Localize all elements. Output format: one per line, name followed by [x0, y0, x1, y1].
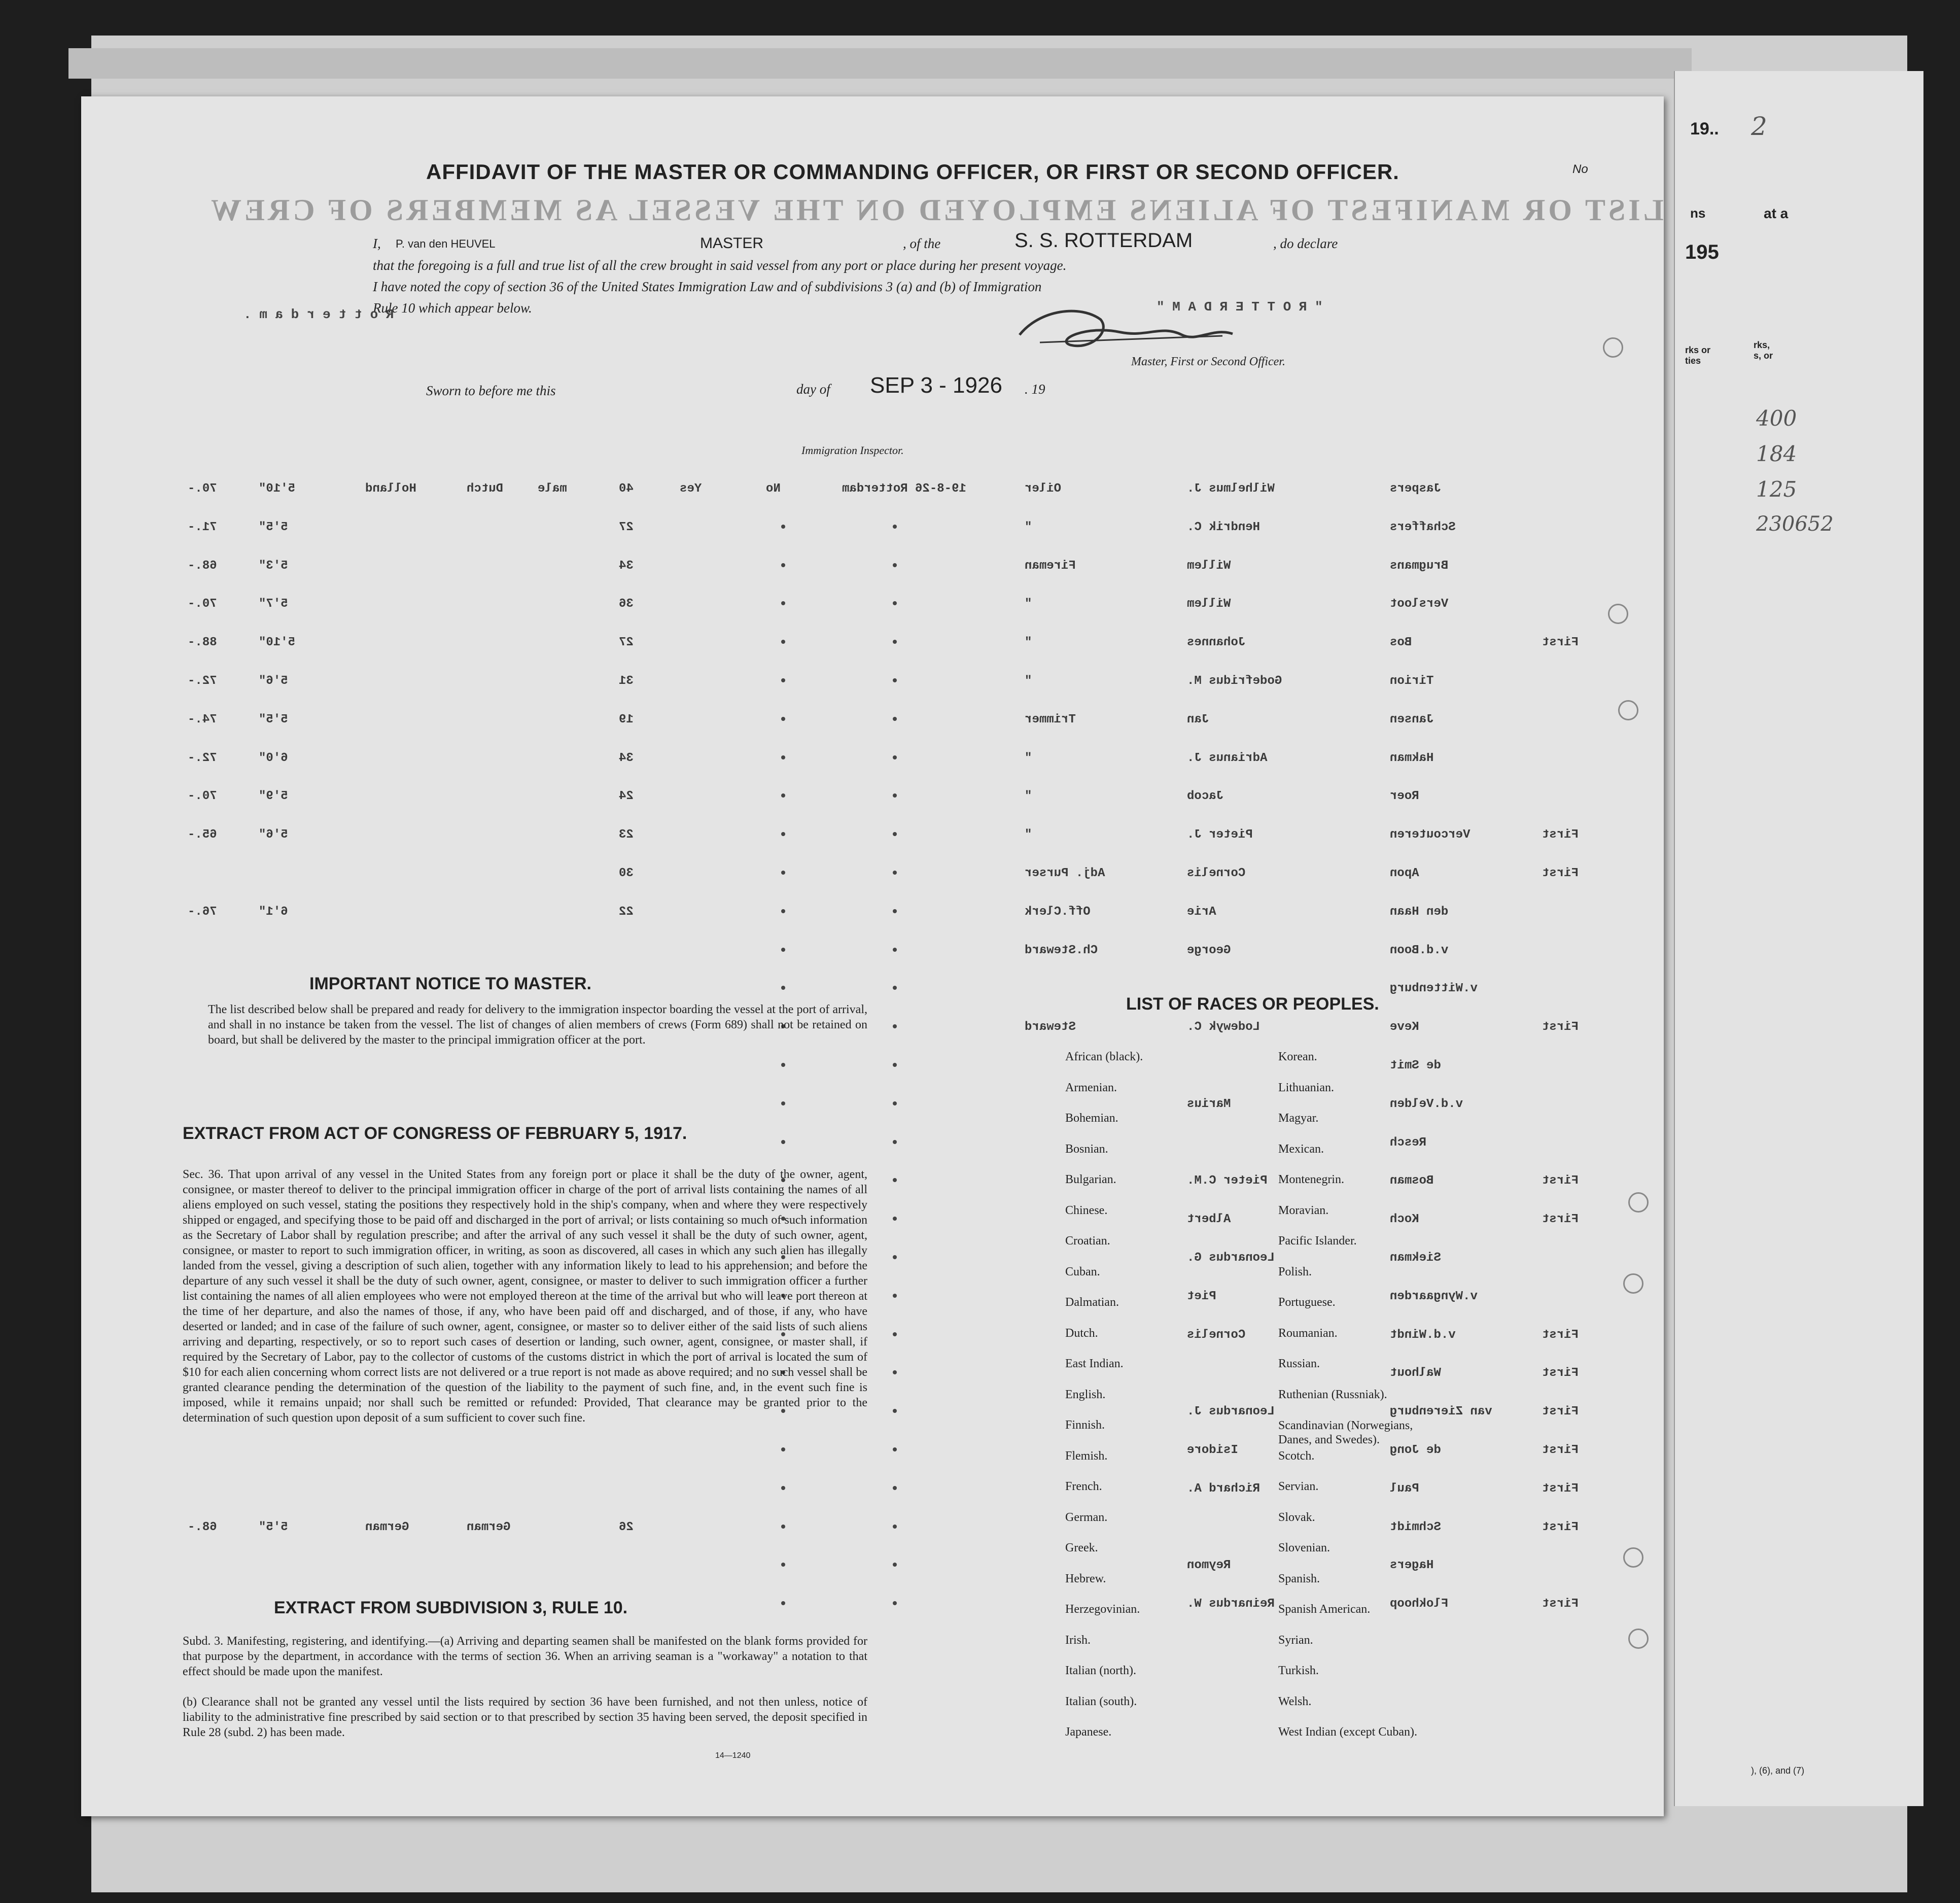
crew-name: de Jong — [1390, 1443, 1441, 1457]
race-item: Spanish. — [1278, 1572, 1320, 1585]
crew-given: Leonardus G. — [1187, 1251, 1275, 1265]
race-item: Syrian. — [1278, 1633, 1313, 1647]
punch-hole — [1628, 1192, 1649, 1213]
crew-age: 27 — [619, 636, 634, 650]
crew-given: Adrianus J. — [1187, 751, 1268, 765]
crew-given: Lodewyk C. — [1187, 1020, 1261, 1034]
hand-figure-1: 400 — [1756, 406, 1797, 431]
crew-name: Bos — [1390, 636, 1412, 650]
crew-weight: 71.- — [188, 520, 217, 534]
form-number: 14—1240 — [715, 1751, 751, 1760]
race-item: Chinese. — [1065, 1203, 1108, 1217]
crew-name: Siekman — [1390, 1251, 1441, 1265]
ditto-dot — [781, 525, 785, 529]
crew-given: Jan — [1187, 712, 1209, 726]
race-item: Hebrew. — [1065, 1572, 1106, 1585]
crew-given: Cornelis — [1187, 1328, 1246, 1342]
punch-hole — [1608, 604, 1628, 624]
crew-position: " — [1025, 674, 1032, 688]
ditto-dot — [781, 1601, 785, 1605]
ditto-dot — [893, 1409, 897, 1413]
race-item: Mexican. — [1278, 1142, 1324, 1156]
ditto-dot — [893, 1024, 897, 1028]
crew-name: v.d.Velden — [1390, 1097, 1463, 1111]
crew-name: Vercouteren — [1390, 828, 1471, 842]
race-item: Magyar. — [1278, 1112, 1319, 1125]
ditto-dot — [781, 678, 785, 682]
crew-age: 27 — [619, 520, 634, 534]
punch-hole — [1603, 337, 1623, 358]
crew-given: Jacob — [1187, 789, 1224, 804]
race-item: Greek. — [1065, 1541, 1098, 1554]
crew-name: v.Wyngaarden — [1390, 1289, 1478, 1303]
race-item: Russian. — [1278, 1357, 1320, 1370]
year-suffix: . 19 — [1025, 382, 1045, 397]
ditto-dot — [781, 601, 785, 605]
ditto-dot — [893, 1525, 897, 1529]
ditto-dot — [893, 640, 897, 644]
race-item: Portuguese. — [1278, 1296, 1336, 1309]
crew-name: de Smit — [1390, 1059, 1441, 1072]
right-year: 19.. — [1690, 119, 1719, 139]
ditto-dot — [781, 909, 785, 913]
date-stamp: SEP 3 - 1926 — [870, 373, 1002, 398]
notice-text: The list described below shall be prepared and ready for delivery to the immigration inspector boarding the vessel at the port of arrival, and shall in no instance be taken from the vessel. The list of changes of alien members of crews (Form 689) shall not be retained on board, but shall be delivered by the master to the principal immigration officer at the port. — [208, 1003, 867, 1047]
crew-name: Koch — [1390, 1213, 1419, 1227]
crew-height: 5'3" — [259, 559, 288, 573]
ditto-dot — [781, 1063, 785, 1067]
inspector-label: Immigration Inspector. — [801, 444, 904, 457]
ditto-dot — [781, 1563, 785, 1567]
race-item: Montenegrin. — [1278, 1173, 1344, 1186]
race-item: Croatian. — [1065, 1234, 1110, 1248]
ditto-dot — [893, 1217, 897, 1221]
crew-name: Flokhoop — [1390, 1597, 1449, 1611]
race-item: Armenian. — [1065, 1081, 1117, 1094]
sworn-text: Sworn to before me this — [426, 383, 556, 398]
crew-note: First — [1542, 867, 1579, 880]
race-item: Polish. — [1278, 1265, 1312, 1278]
race-item: Scandinavian (Norwegians, Danes, and Swedes). — [1278, 1419, 1413, 1446]
affidavit-line-3: I have noted the copy of section 36 of the United States Immigration Law and of subdivisions 3 (a) and (b) of Immigration — [373, 279, 1042, 294]
crew-position: " — [1025, 520, 1032, 534]
crew-position: Fireman — [1025, 559, 1076, 573]
race-item: West Indian (except Cuban). — [1278, 1725, 1417, 1739]
race-item: Italian (south). — [1065, 1694, 1137, 1708]
crew-weight: 70.- — [188, 597, 217, 611]
crew-given: Pieter C.M. — [1187, 1174, 1268, 1188]
crew-name: Hagers — [1390, 1559, 1434, 1573]
hand-figure-4: 230652 — [1756, 512, 1834, 536]
right-col-a: rks or ties — [1685, 345, 1711, 366]
crew-nationality: Dutch — [467, 482, 504, 496]
crew-weight: 72.- — [188, 751, 217, 765]
ditto-dot — [781, 1140, 785, 1144]
ghost-manifest-title: LIST OR MANIFEST OF ALIENS EMPLOYED ON THE VESSEL AS MEMBERS OF CREW — [208, 193, 1664, 227]
crew-name: Apon — [1390, 867, 1419, 880]
crew-name: Tirion — [1390, 674, 1434, 688]
punch-hole — [1623, 1273, 1643, 1294]
crew-weight: 70.- — [188, 789, 217, 804]
crew-weight: 68.- — [188, 1520, 217, 1534]
crew-name: van Zierenburg — [1390, 1405, 1492, 1419]
rule-text-b: (b) Clearance shall not be granted any vessel until the lists required by section 36 have been furnished, and not then unless, notice of liability to the administrative fine prescribed by said section or to that prescribed by section 35 having been served, the deposit specified in Rule 28 (subd. 2) has been made. — [183, 1696, 867, 1739]
ditto-dot — [893, 1063, 897, 1067]
race-item: Herzegovinian. — [1065, 1603, 1140, 1616]
crew-name: den Haan — [1390, 905, 1449, 919]
underlying-sheet-top — [68, 48, 1692, 79]
crew-name: v.d.Windt — [1390, 1328, 1456, 1342]
crew-position: Steward — [1025, 1020, 1076, 1034]
ditto-dot — [781, 640, 785, 644]
crew-position: " — [1025, 751, 1032, 765]
race-item: Flemish. — [1065, 1449, 1108, 1463]
crew-weight: 65.- — [188, 828, 217, 842]
race-item: Italian (north). — [1065, 1664, 1136, 1677]
crew-age: 24 — [619, 789, 634, 804]
crew-age: 40 — [619, 482, 634, 496]
ditto-dot — [893, 909, 897, 913]
crew-name: Jaspers — [1390, 482, 1441, 496]
crew-note: First — [1542, 1328, 1579, 1342]
crew-note: First — [1542, 1405, 1579, 1419]
crew-position: " — [1025, 636, 1032, 650]
crew-position: " — [1025, 597, 1032, 611]
race-item: Slovenian. — [1278, 1541, 1330, 1554]
race-item: Welsh. — [1278, 1694, 1312, 1708]
ditto-dot — [893, 832, 897, 836]
crew-given: Johannes — [1187, 636, 1246, 650]
race-item: Moravian. — [1278, 1203, 1329, 1217]
crew-able-english: Yes — [680, 482, 702, 496]
ditto-dot — [893, 755, 897, 759]
crew-name: Brugmans — [1390, 559, 1449, 573]
crew-weight: 88.- — [188, 636, 217, 650]
do-declare: , do declare — [1273, 236, 1338, 251]
crew-position: " — [1025, 789, 1032, 804]
ghost-port-stamp: R o t t e r d a m . — [243, 307, 394, 322]
vessel-name: S. S. ROTTERDAM — [1014, 229, 1193, 252]
crew-weight: 68.- — [188, 559, 217, 573]
ditto-dot — [893, 948, 897, 952]
crew-given: Marius — [1187, 1097, 1231, 1111]
ditto-dot — [781, 563, 785, 567]
act-text: Sec. 36. That upon arrival of any vessel in the United States from any foreign port or place it shall be the duty of the owner, agent, consignee, or master thereof to deliver to the principal immigration officer in charge of the port of arrival lists containing the names of all aliens employed on such vessel, stating the positions they respectively hold in the ship's company, when and where they were respectively shipped or engaged, and specifying those to be paid off and discharged in the port of arrival; or lists containing so much of such information as the Secretary of Labor shall by regulation prescribe; and after the arrival of any such vessel it shall be the duty of such owner, agent, consignee, or master to report to such immigration officer, in writing, as soon as discovered, all cases in which any such alien has illegally landed from the vessel, giving a description of such alien, together with any information likely to lead to his apprehension; and before the departure of any such vessel it shall be the duty of such owner, agent, consignee, or master to deliver to such immigration officer a further list containing the names of all alien employees who were not employed thereon at the time of the arrival but who will leave port thereon at the time of her departure, and also the names of those, if any, who have been paid off and discharged, and of those, if any, who have deserted or landed; and in case of the failure of such owner, agent, consignee, or master so to deliver either of the said lists of such aliens arriving and departing, respectively, or so to report such cases of desertion or landing, such owner, agent, consignee, or master shall, if required by the Secretary of Labor, pay to the collector of customs of the customs district in which the port of arrival is located the sum of $10 for each alien concerning whom correct lists are not delivered or a true report is not made as above required; and no such vessel shall be granted clearance pending the determination of the question of the liability to the payment of such fine, and, in the event such fine is imposed, while it remains unpaid; nor shall such be remitted or refunded: Provided, That clearance may be granted prior to the determination of such question upon deposit of a sum sufficient to cover such fine. — [183, 1168, 867, 1425]
right-number: 2 — [1751, 112, 1767, 141]
hand-figure-3: 125 — [1756, 477, 1797, 502]
crew-height: 5'6" — [259, 674, 288, 688]
crew-given: Reymon — [1187, 1559, 1231, 1573]
crew-given: Reinardus W. — [1187, 1597, 1275, 1611]
crew-height: 5'6" — [259, 828, 288, 842]
ditto-dot — [781, 793, 785, 798]
ditto-dot — [893, 793, 897, 798]
ditto-dot — [893, 1563, 897, 1567]
right-at-a: at a — [1764, 205, 1789, 221]
ditto-dot — [893, 678, 897, 682]
punch-hole — [1623, 1547, 1643, 1568]
crew-age: 23 — [619, 828, 634, 842]
ditto-dot — [893, 525, 897, 529]
crew-note: First — [1542, 1366, 1579, 1380]
crew-note: First — [1542, 636, 1579, 650]
ditto-dot — [893, 717, 897, 721]
rule-text-a: Subd. 3. Manifesting, registering, and identifying.—(a) Arriving and departing seamen shall be manifested on the blank forms provided for that purpose by the department, in accordance with the terms of section 36. When an arriving seaman is a "workaway" a notation to that effect should be made upon the manifest. — [183, 1635, 867, 1678]
ditto-dot — [781, 717, 785, 721]
crew-given: Leonardus J. — [1187, 1405, 1275, 1419]
crew-note: First — [1542, 1443, 1579, 1457]
crew-note: First — [1542, 828, 1579, 842]
ditto-dot — [893, 1332, 897, 1336]
right-sheet — [1674, 71, 1923, 1806]
right-bottom-note: ), (6), and (7) — [1751, 1766, 1805, 1776]
crew-given: Hendrik C. — [1187, 520, 1261, 534]
ditto-dot — [781, 871, 785, 875]
ditto-dot — [893, 563, 897, 567]
crew-height: 5'5" — [259, 712, 288, 726]
crew-age: 19 — [619, 712, 634, 726]
ditto-dot — [893, 1486, 897, 1490]
race-item: English. — [1065, 1388, 1106, 1401]
crew-position: Adj. Purser — [1025, 867, 1105, 880]
act-title: EXTRACT FROM ACT OF CONGRESS OF FEBRUARY 5, 1917. — [183, 1124, 687, 1143]
crew-weight: 74.- — [188, 712, 217, 726]
ditto-dot — [893, 1101, 897, 1105]
race-item: Dalmatian. — [1065, 1296, 1119, 1309]
crew-weight: 70.- — [188, 482, 217, 496]
crew-note: First — [1542, 1174, 1579, 1188]
manifest-page — [81, 96, 1664, 1816]
race-item: Bulgarian. — [1065, 1173, 1116, 1186]
crew-name: Bosman — [1390, 1174, 1434, 1188]
ditto-dot — [893, 1370, 897, 1374]
crew-weight: 76.- — [188, 905, 217, 919]
crew-name: Resch — [1390, 1135, 1427, 1150]
day-of: day of — [796, 382, 830, 397]
affidavit-line-4: Rule 10 which appear below. — [373, 300, 532, 316]
race-item: Servian. — [1278, 1480, 1319, 1493]
crew-given: George — [1187, 943, 1231, 957]
races-title: LIST OF RACES OR PEOPLES. — [1126, 994, 1379, 1014]
race-item: Spanish American. — [1278, 1603, 1371, 1616]
crew-height: 5'7" — [259, 597, 288, 611]
race-item: Ruthenian (Russniak). — [1278, 1388, 1387, 1401]
ditto-dot — [893, 1294, 897, 1298]
affidavit-line-2: that the foregoing is a full and true list of all the crew brought in said vessel from any port or place during her present voyage. — [373, 258, 1067, 273]
ditto-dot — [781, 1101, 785, 1105]
right-ns: ns — [1690, 205, 1706, 221]
crew-age: 30 — [619, 867, 634, 880]
crew-engaged: 19-8-26 Rotterdam — [842, 482, 966, 496]
punch-hole — [1628, 1629, 1649, 1649]
ditto-dot — [781, 832, 785, 836]
affidavit-i: I, — [373, 236, 381, 251]
crew-name: Walhout — [1390, 1366, 1441, 1380]
crew-given: Isidore — [1187, 1443, 1238, 1457]
crew-position: Oiler — [1025, 482, 1062, 496]
rule-title: EXTRACT FROM SUBDIVISION 3, RULE 10. — [274, 1598, 628, 1617]
crew-birthplace: Holland — [365, 482, 416, 496]
race-item: French. — [1065, 1480, 1102, 1493]
crew-name: Schmidt — [1390, 1520, 1441, 1534]
crew-position: Trimmer — [1025, 712, 1076, 726]
race-item: East Indian. — [1065, 1357, 1124, 1370]
crew-given: Arie — [1187, 905, 1216, 919]
no-label: No — [1572, 162, 1588, 176]
crew-given: Willem — [1187, 597, 1231, 611]
ditto-dot — [781, 1525, 785, 1529]
crew-weight: 72.- — [188, 674, 217, 688]
crew-note: First — [1542, 1213, 1579, 1227]
crew-age: 31 — [619, 674, 634, 688]
ditto-dot — [893, 601, 897, 605]
crew-name: Paul — [1390, 1481, 1419, 1496]
race-item: Pacific Islander. — [1278, 1234, 1357, 1248]
crew-discharged: No — [766, 482, 781, 496]
ditto-dot — [893, 871, 897, 875]
race-item: Irish. — [1065, 1633, 1091, 1647]
crew-given: Pieter J. — [1187, 828, 1253, 842]
crew-position: Ch.Steward — [1025, 943, 1098, 957]
race-item: Finnish. — [1065, 1418, 1105, 1432]
crew-given: Piet — [1187, 1289, 1216, 1303]
crew-height: 5'5" — [259, 1520, 288, 1534]
ditto-dot — [781, 986, 785, 990]
ditto-dot — [781, 948, 785, 952]
punch-hole — [1618, 700, 1638, 720]
race-item: African (black). — [1065, 1050, 1143, 1063]
crew-note: First — [1542, 1020, 1579, 1034]
crew-age: 22 — [619, 905, 634, 919]
ditto-dot — [781, 1486, 785, 1490]
crew-name: Keve — [1390, 1020, 1419, 1034]
race-item: Korean. — [1278, 1050, 1317, 1063]
crew-given: Albert — [1187, 1213, 1231, 1227]
race-item: Dutch. — [1065, 1326, 1098, 1340]
crew-given: Godefridus M. — [1187, 674, 1282, 688]
race-item: Roumanian. — [1278, 1326, 1338, 1340]
crew-age: 26 — [619, 1520, 634, 1534]
race-item: Cuban. — [1065, 1265, 1100, 1278]
crew-age: 34 — [619, 751, 634, 765]
race-item: Lithuanian. — [1278, 1081, 1334, 1094]
right-col-b: rks, s, or — [1754, 340, 1773, 361]
affidavit-title: AFFIDAVIT OF THE MASTER OR COMMANDING OFFICER, OR FIRST OR SECOND OFFICER. — [426, 160, 1399, 184]
signature-caption: Master, First or Second Officer. — [1131, 355, 1285, 368]
crew-name: Hakman — [1390, 751, 1434, 765]
ditto-dot — [893, 986, 897, 990]
crew-height: 5'10" — [259, 636, 296, 650]
of-the: , of the — [903, 236, 941, 251]
crew-height: 5'5" — [259, 520, 288, 534]
crew-position: Off.Clerk — [1025, 905, 1091, 919]
hand-figure-2: 184 — [1756, 441, 1797, 466]
crew-note: First — [1542, 1481, 1579, 1496]
crew-name: v.Wittenburg — [1390, 982, 1478, 996]
ditto-dot — [893, 1447, 897, 1451]
crew-note: First — [1542, 1597, 1579, 1611]
ditto-dot — [781, 755, 785, 759]
ditto-dot — [893, 1178, 897, 1182]
crew-name: Versloot — [1390, 597, 1449, 611]
race-item: Bohemian. — [1065, 1112, 1118, 1125]
ghost-vessel-stamp: " R O T T E R D A M " — [1157, 299, 1323, 315]
crew-given: Cornelis — [1187, 867, 1246, 880]
right-count: 195 — [1685, 241, 1719, 263]
race-item: Slovak. — [1278, 1510, 1315, 1524]
crew-given: Wilhelmus J. — [1187, 482, 1275, 496]
ditto-dot — [893, 1601, 897, 1605]
crew-given: Willem — [1187, 559, 1231, 573]
crew-given: Richard A. — [1187, 1481, 1261, 1496]
ditto-dot — [893, 1255, 897, 1259]
race-item: Turkish. — [1278, 1664, 1319, 1677]
crew-height: 5'9" — [259, 789, 288, 804]
crew-height: 6'1" — [259, 905, 288, 919]
ditto-dot — [781, 1447, 785, 1451]
crew-sex: male — [538, 482, 567, 496]
crew-name: v.d.Boon — [1390, 943, 1449, 957]
crew-name: Roer — [1390, 789, 1419, 804]
race-item: German. — [1065, 1510, 1108, 1524]
master-name: P. van den HEUVEL — [396, 237, 496, 250]
crew-name: Jansen — [1390, 712, 1434, 726]
crew-height: 6'0" — [259, 751, 288, 765]
crew-age: 34 — [619, 559, 634, 573]
crew-age: 36 — [619, 597, 634, 611]
crew-position: " — [1025, 828, 1032, 842]
notice-title: IMPORTANT NOTICE TO MASTER. — [309, 974, 591, 993]
race-item: Japanese. — [1065, 1725, 1112, 1739]
crew-height: 5'10" — [259, 482, 296, 496]
master-rank: MASTER — [700, 235, 764, 252]
crew-birthplace: German — [365, 1520, 409, 1534]
crew-nationality: German — [467, 1520, 511, 1534]
race-item: Scotch. — [1278, 1449, 1315, 1463]
ditto-dot — [893, 1140, 897, 1144]
crew-note: First — [1542, 1520, 1579, 1534]
race-item: Bosnian. — [1065, 1142, 1108, 1156]
crew-name: Schaffers — [1390, 520, 1456, 534]
